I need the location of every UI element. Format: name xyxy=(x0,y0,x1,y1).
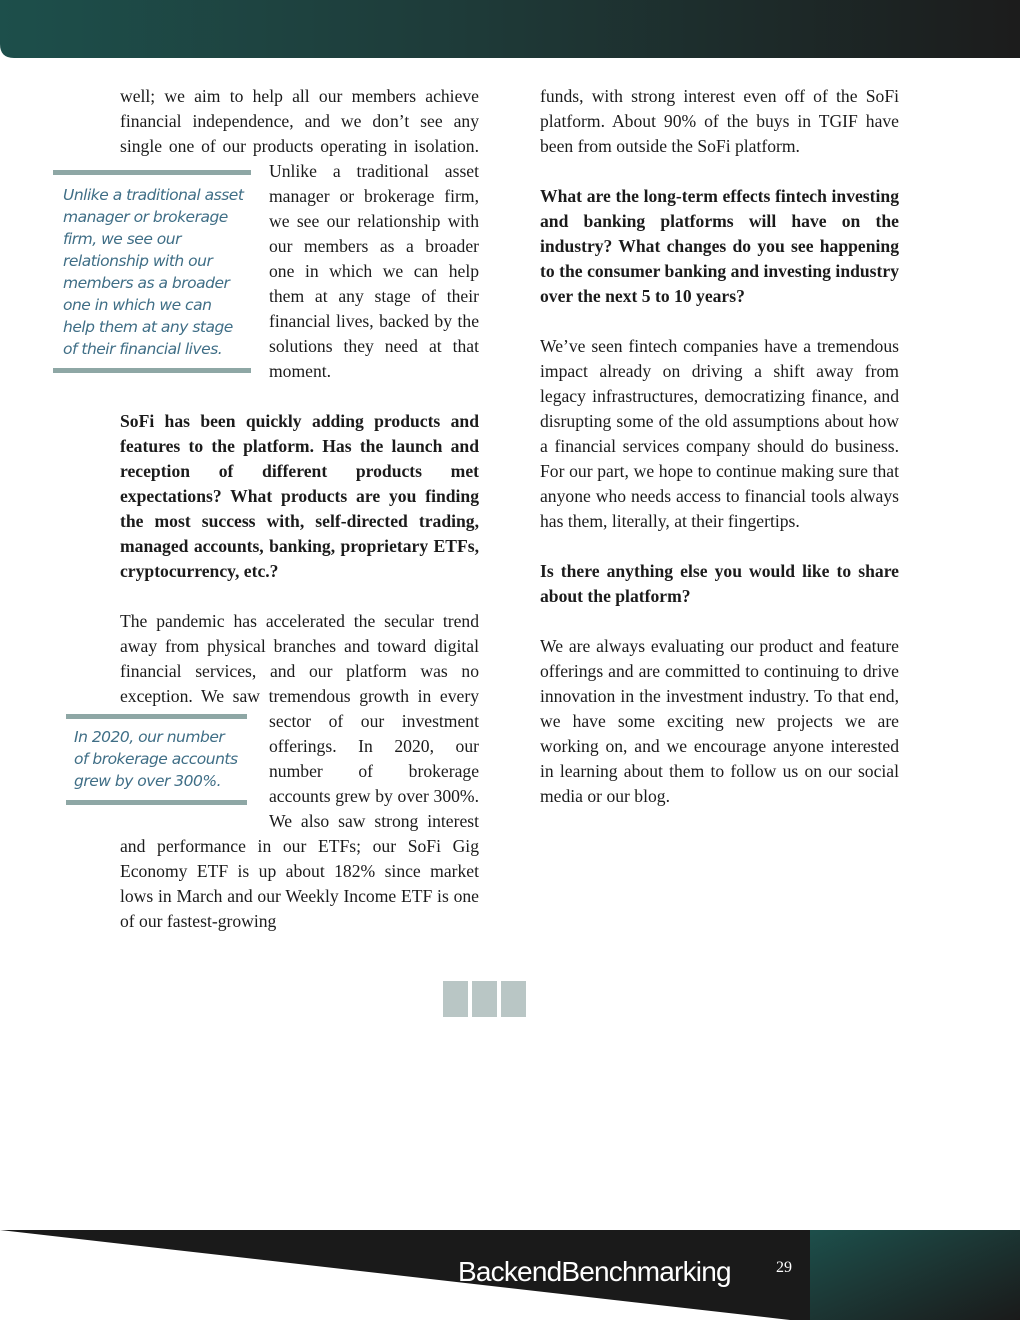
divider-block xyxy=(443,981,468,1017)
interview-answer: We’ve seen fintech companies have a tremendous impact already on driving a shift away from legacy infrastructures, democratizing finance, and disrupting some of the old assumptions about how a financial services company should do business. For our part, we hope to continue making sure that anyone who needs access to financial tools always has them, literally, at their fingertips. xyxy=(540,336,899,531)
pull-quote: In 2020, our number of brokerage accounts grew by over 300%. xyxy=(66,714,247,805)
continued-paragraph: funds, with strong interest even off of the SoFi platform. About 90% of the buys in TGIF have been from outside the SoFi platform. xyxy=(540,86,899,156)
brand-logo xyxy=(458,1254,731,1290)
left-column xyxy=(63,84,479,959)
intro-paragraph: well; we aim to help all our members achieve financial independence, and we don’t see any single one of our products operating in isolation. Unlike a traditional asset manager or brokerage firm, we see our relationship with our members as a broader one in which we can help them at any stage of their financial lives. Unlike a traditional asset manager or brokerage firm, we see our relationship with our members as a broader one in which we can help them at any stage of their financial lives, backed by the solutions they need at that moment. xyxy=(120,84,479,384)
interview-answer: The pandemic has accelerated the secular trend away from physical branches and toward digital financial services, and our platform was no exception. We saw tremendous growth in every In 2020, our number of brokerage accounts grew by over 300%. sector of our investment offerings. In 2020, our number of brokerage accounts grew by over 300%. We also saw strong interest and performance in our ETFs; our SoFi Gig Economy ETF is up about 182% since market lows in March and our Weekly Income ETF is one of our fastest-growing xyxy=(120,609,479,934)
interview-question: SoFi has been quickly adding products and features to the platform. Has the launch and reception of different products met expectations? What products are you finding the most success with, self-directed trading, managed accounts, banking, proprietary ETFs, cryptocurrency, etc.? xyxy=(120,411,479,581)
divider-block xyxy=(472,981,497,1017)
logo-text: BackendBenchmarking xyxy=(458,1256,731,1287)
right-column xyxy=(540,84,899,834)
interview-answer: We are always evaluating our product and feature offerings and are committed to continuing to drive innovation in the investment industry. To that end, we have some exciting new projects we are working on, and we encourage anyone interested in learning about them to follow us on our social media or our blog. xyxy=(540,636,899,806)
divider-block xyxy=(501,981,526,1017)
page-number: 29 xyxy=(776,1259,792,1276)
pull-quote: Unlike a traditional asset manager or brokerage firm, we see our relationship with our members as a broader one in which we can help them at any stage of their financial lives. xyxy=(53,170,251,373)
header-band xyxy=(0,0,1020,58)
interview-question: What are the long-term effects fintech investing and banking platforms will have on the industry? What changes do you see happening to the consumer banking and investing industry over the next 5 to 10 years? xyxy=(540,186,899,306)
interview-question: Is there anything else you would like to share about the platform? xyxy=(540,561,899,606)
